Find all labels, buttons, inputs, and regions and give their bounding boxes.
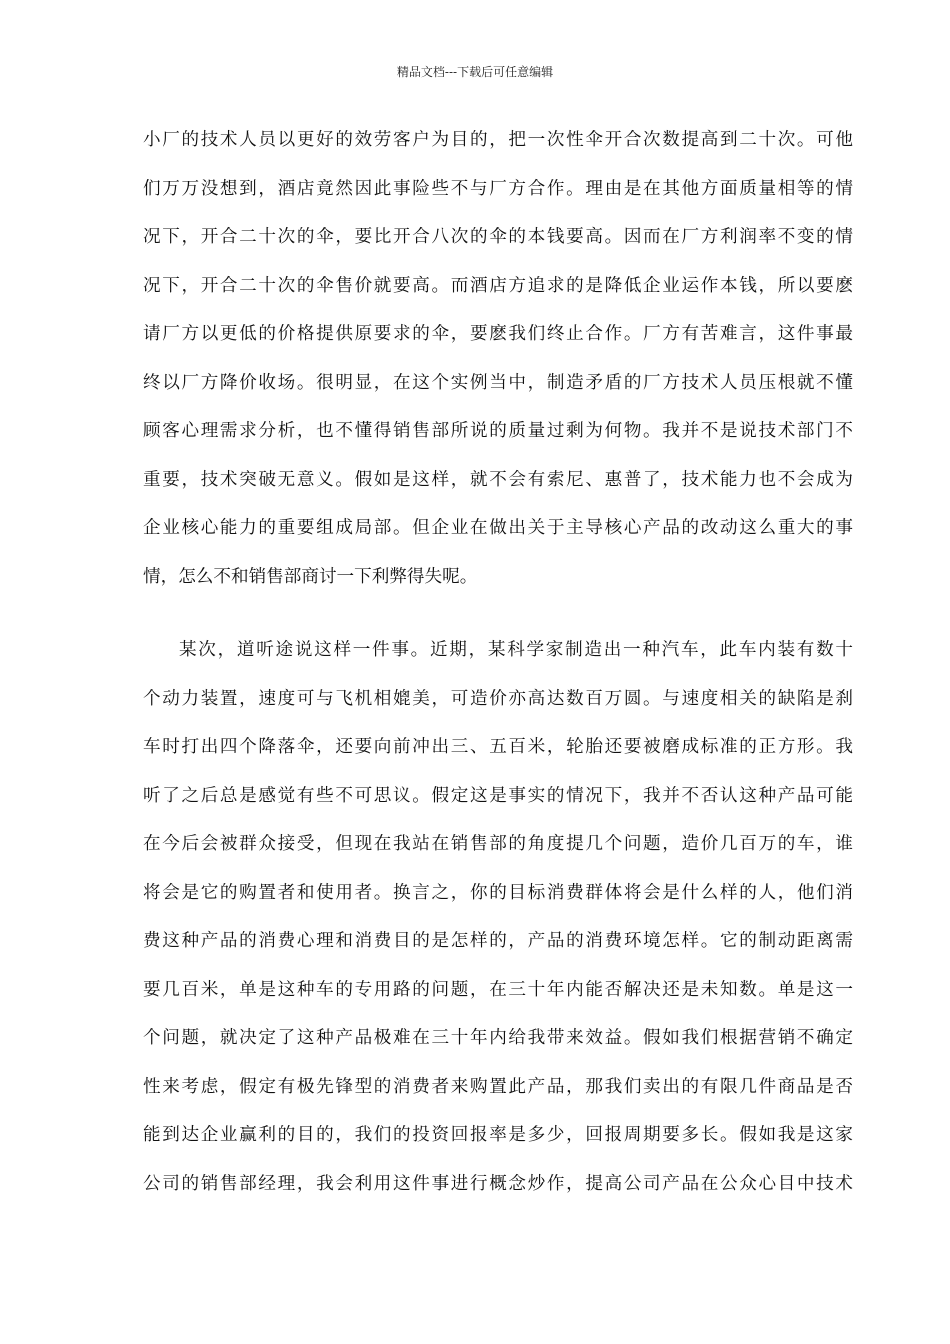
text-line: 情，怎么不和销售部商讨一下利弊得失呢。 <box>143 566 478 587</box>
text-line: 将会是它的购置者和使用者。换言之，你的目标消费群体将会是什么样的人，他们消 <box>143 882 853 903</box>
text-line: 重要，技术突破无意义。假如是这样，就不会有索尼、惠普了，技术能力也不会成为 <box>143 469 853 490</box>
text-line: 在今后会被群众接受，但现在我站在销售部的角度提几个问题，造价几百万的车，谁 <box>143 834 853 854</box>
text-line: 能到达企业赢利的目的，我们的投资回报率是多少，回报周期要多长。假如我是这家 <box>143 1125 853 1145</box>
page-header: 精品文档---下载后可任意编辑 <box>396 65 554 79</box>
text-line: 小厂的技术人员以更好的效劳客户为目的，把一次性伞开合次数提高到二十次。可他 <box>143 130 853 150</box>
text-line: 个动力装置，速度可与飞机相媲美，可造价亦高达数百万圆。与速度相关的缺陷是刹 <box>143 688 853 709</box>
text-line: 请厂方以更低的价格提供原要求的伞，要麽我们终止合作。厂方有苦难言，这件事最 <box>143 324 853 344</box>
text-line: 况下，开合二十次的伞，要比开合八次的伞的本钱要高。因而在厂方利润率不变的情 <box>143 227 853 247</box>
paragraph-spacer <box>143 601 853 626</box>
text-line: 车时打出四个降落伞，还要向前冲出三、五百米，轮胎还要被磨成标准的正方形。我 <box>143 737 853 757</box>
paragraph-2 <box>143 626 853 1208</box>
paragraph-1 <box>143 116 853 601</box>
text-line: 费这种产品的消费心理和消费目的是怎样的，产品的消费环境怎样。它的制动距离需 <box>143 931 853 951</box>
text-line: 们万万没想到，酒店竟然因此事险些不与厂方合作。理由是在其他方面质量相等的情 <box>143 178 853 199</box>
text-line: 性来考虑，假定有极先锋型的消费者来购置此产品，那我们卖出的有限几件商品是否 <box>143 1076 853 1097</box>
text-line: 公司的销售部经理，我会利用这件事进行概念炒作，提高公司产品在公众心目中技术 <box>143 1173 853 1194</box>
text-line: 某次，道听途说这样一件事。近期，某科学家制造出一种汽车，此车内装有数十 <box>179 640 853 660</box>
text-line: 要几百米，单是这种车的专用路的问题，在三十年内能否解决还是未知数。单是这一 <box>143 979 853 1000</box>
text-line: 况下，开合二十次的伞售价就要高。而酒店方追求的是降低企业运作本钱，所以要麽 <box>143 275 853 296</box>
text-line: 企业核心能力的重要组成局部。但企业在做出关于主导核心产品的改动这么重大的事 <box>143 518 853 538</box>
text-line: 个问题，就决定了这种产品极难在三十年内给我带来效益。假如我们根据营销不确定 <box>143 1028 853 1048</box>
document-body <box>143 116 853 1208</box>
text-line: 听了之后总是感觉有些不可思议。假定这是事实的情况下，我并不否认这种产品可能 <box>143 785 853 806</box>
text-line: 顾客心理需求分析，也不懂得销售部所说的质量过剩为何物。我并不是说技术部门不 <box>143 421 853 441</box>
text-line: 终以厂方降价收场。很明显，在这个实例当中，制造矛盾的厂方技术人员压根就不懂 <box>143 372 853 393</box>
